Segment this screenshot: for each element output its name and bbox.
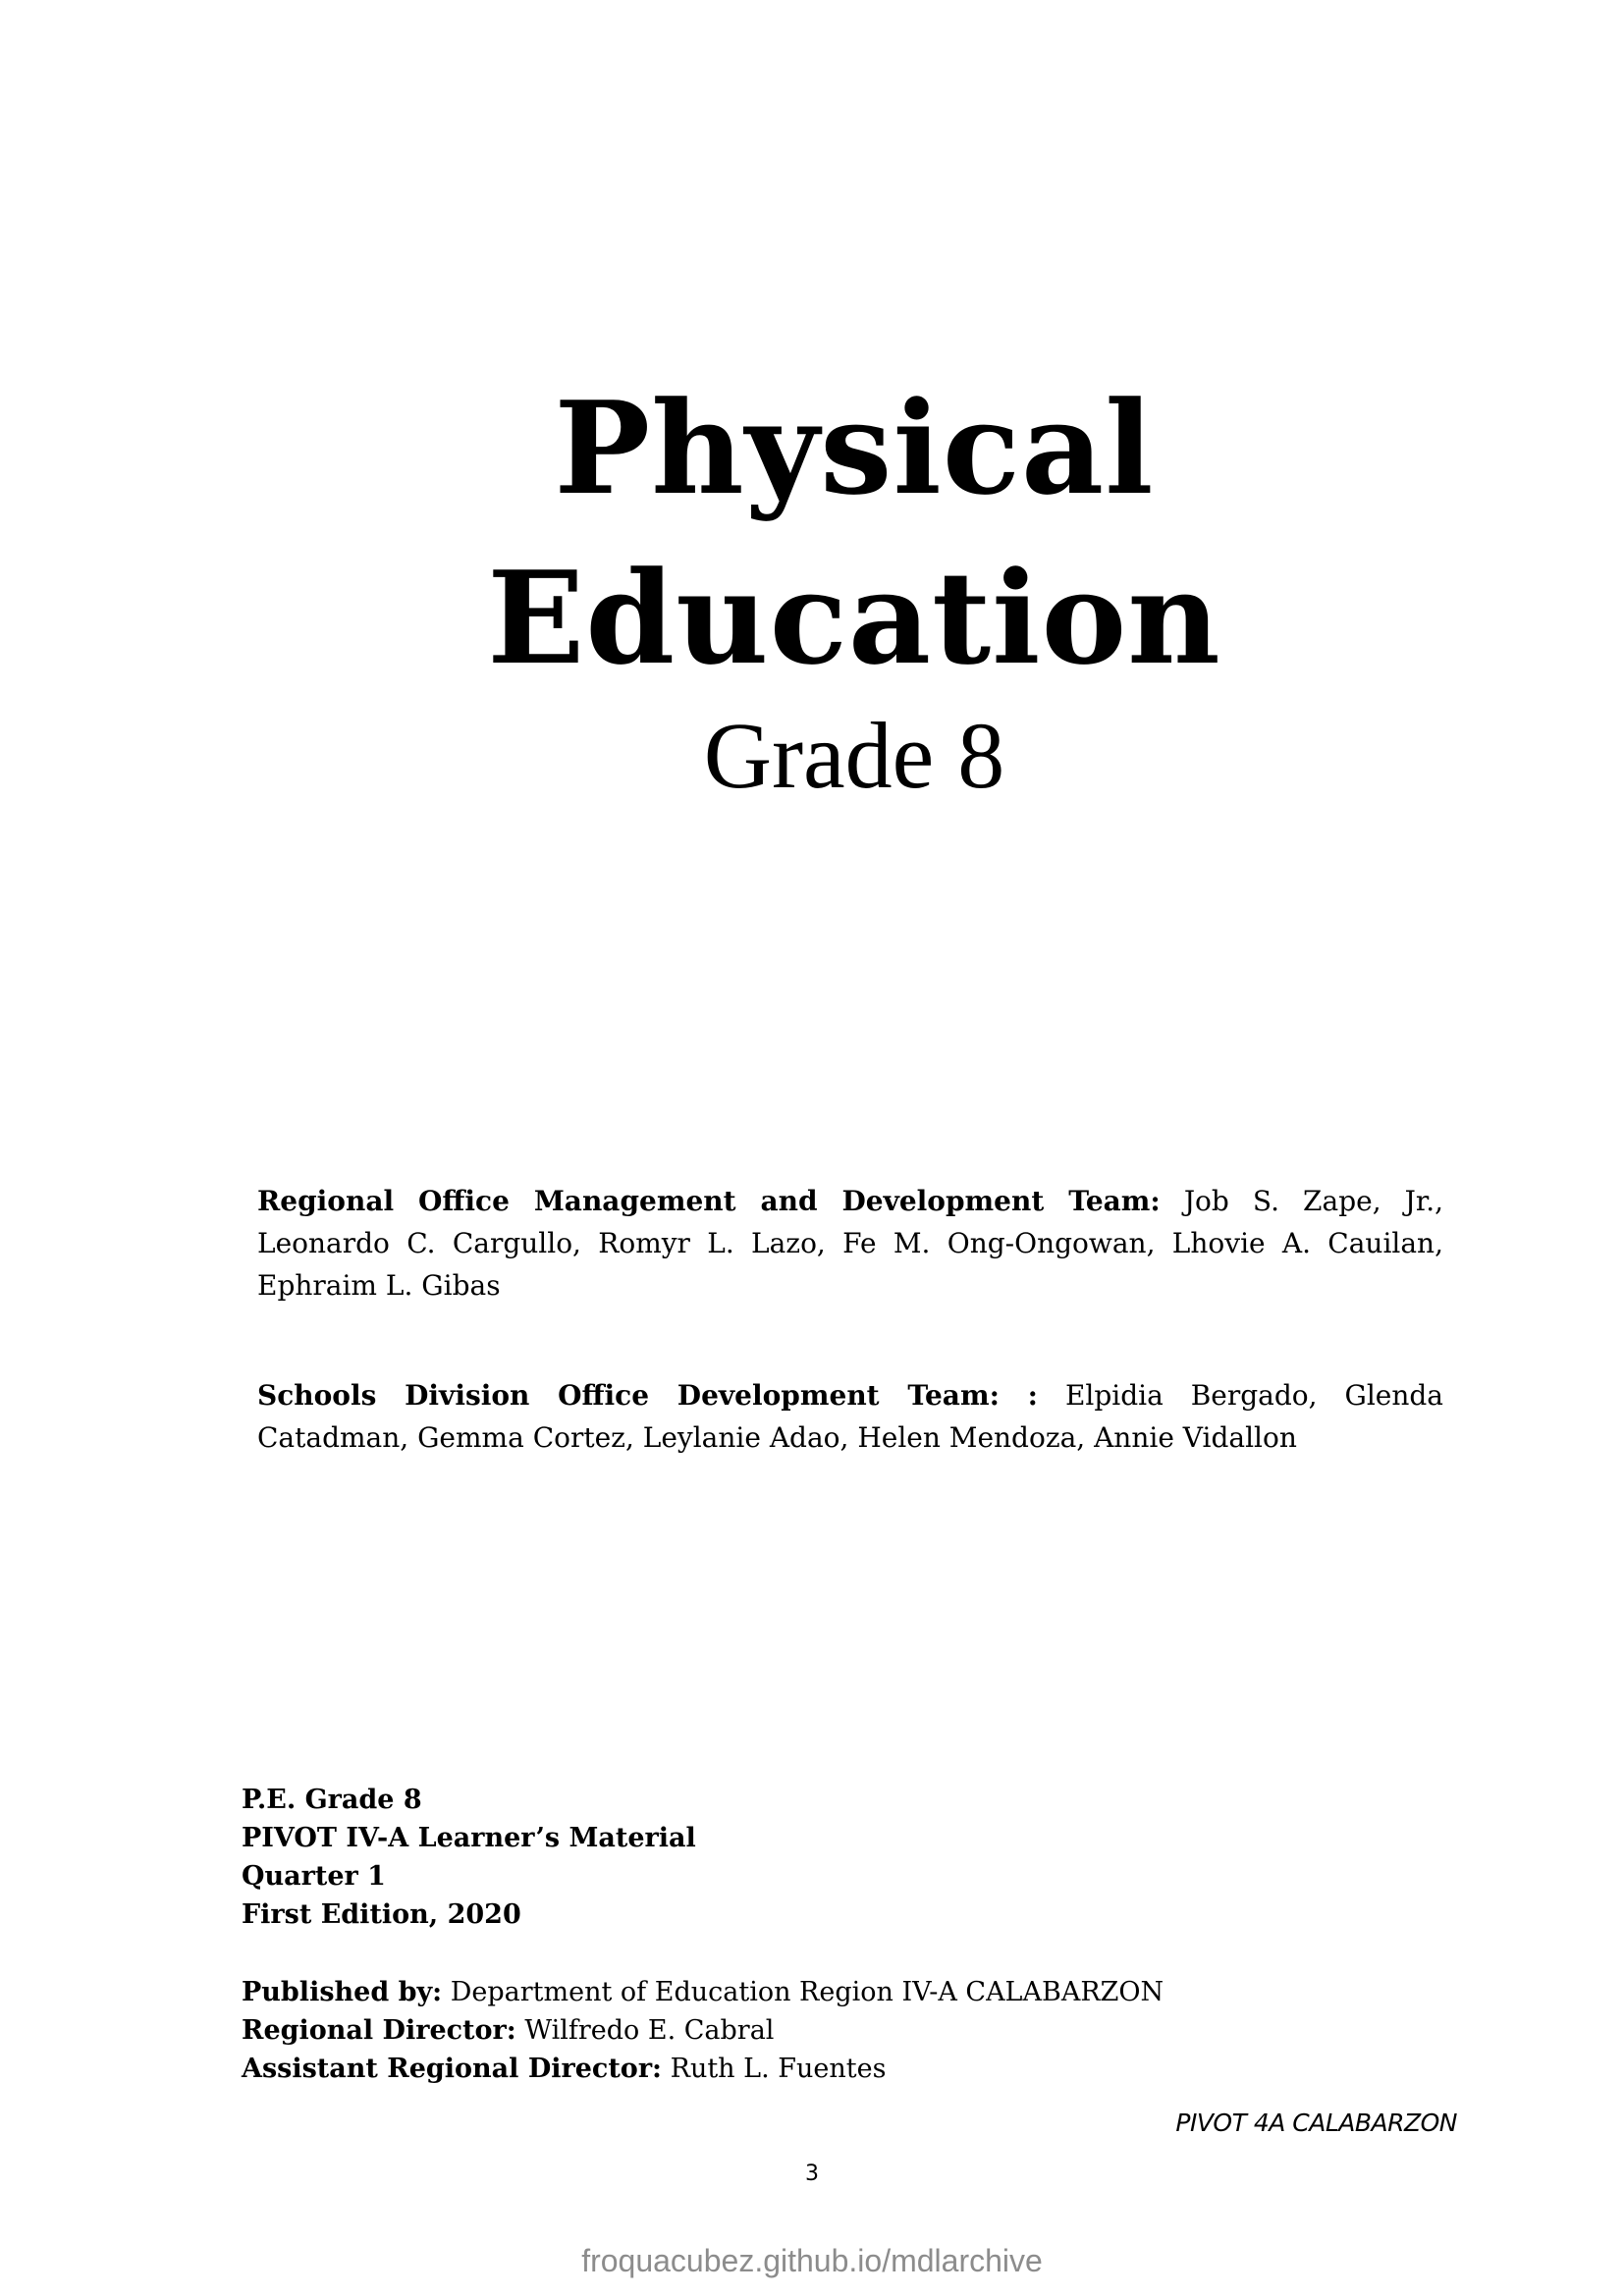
regional-team-label: Regional Office Management and Development Team: [257,1185,1161,1217]
publication-info [242,1973,1164,2088]
page-number: 3 [805,2162,819,2186]
assistant-director-row [242,2050,1164,2088]
regional-team-credits [257,1180,1443,1307]
regional-team-members: Job S. Zape, Jr., Leonardo C. Cargullo, Romyr L. Lazo, Fe M. Ong-Ongowan, Lhovie A. Cauilan, Ephraim L. Gibas [257,1185,1443,1302]
regional-director-label: Regional Director: [242,2015,516,2046]
grade-subtitle: Grade 8 [703,703,1005,808]
regional-director-value: Wilfredo E. Cabral [524,2015,775,2046]
published-by-value: Department of Education Region IV-A CALABARZON [450,1977,1164,2007]
assistant-director-label: Assistant Regional Director: [242,2054,663,2084]
edition-subject: P.E. Grade 8 [242,1785,422,1815]
division-team-credits [257,1374,1443,1459]
edition-info [242,1781,696,1934]
published-by-label: Published by: [242,1977,443,2007]
division-team-label: Schools Division Office Development Team: : [257,1379,1039,1412]
title-line-1: Physical [554,373,1155,523]
footer-brand: PIVOT 4A CALABARZON [1175,2109,1457,2137]
edition-material: PIVOT IV-A Learner’s Material [242,1823,696,1853]
assistant-director-value: Ruth L. Fuentes [670,2054,887,2084]
edition-year: First Edition, 2020 [242,1899,521,1930]
edition-quarter: Quarter 1 [242,1861,386,1892]
archive-watermark: froquacubez.github.io/mdlarchive [581,2243,1043,2278]
regional-director-row [242,2011,1164,2050]
published-by-row [242,1973,1164,2011]
division-team-members: Elpidia Bergado, Glenda Catadman, Gemma Cortez, Leylanie Adao, Helen Mendoza, Annie Vidallon [257,1379,1443,1454]
title-line-2: Education [487,543,1221,693]
